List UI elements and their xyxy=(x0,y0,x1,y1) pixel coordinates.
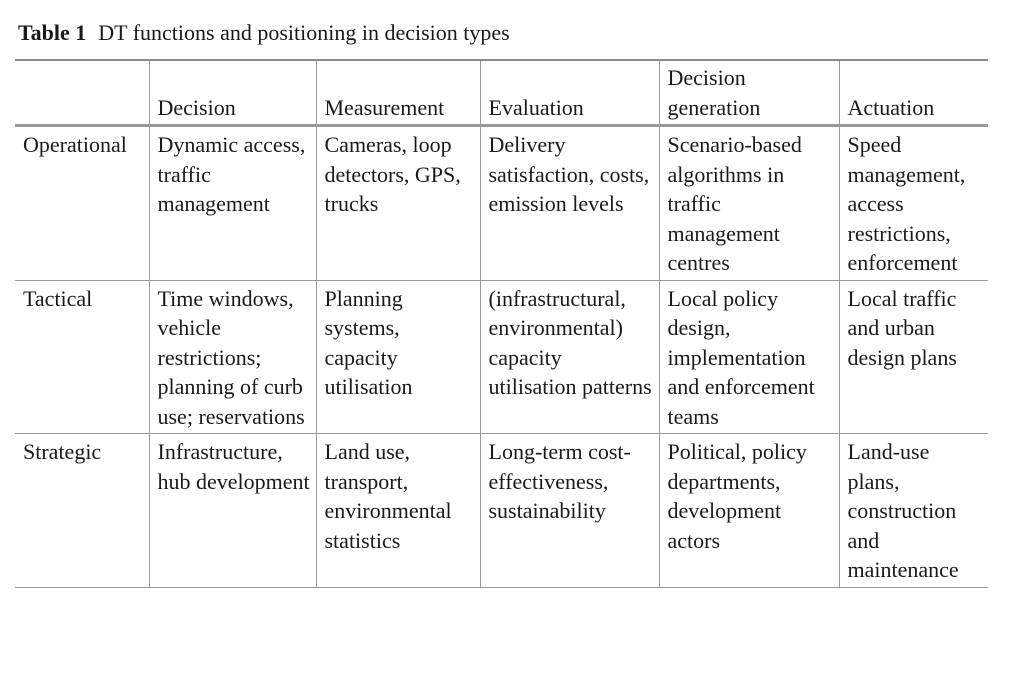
cell-operational-evaluation: Delivery satisfaction, costs, emission levels xyxy=(480,126,659,281)
table-caption xyxy=(18,18,510,48)
cell-operational-actuation: Speed management, access restrictions, enforcement xyxy=(839,126,988,281)
row-label-strategic: Strategic xyxy=(23,439,102,464)
cell-strategic-measurement: Land use, transport, environmental statistics xyxy=(316,434,480,588)
header-cell-measurement: Measurement xyxy=(316,60,480,126)
table-header-row xyxy=(15,60,988,126)
header-cell-corner xyxy=(15,60,149,126)
cell-tactical-evaluation: (infrastructural, environmental) capacity utilisation patterns xyxy=(480,280,659,434)
table-row-strategic xyxy=(15,434,988,588)
cell-strategic-decision: Infrastructure, hub development xyxy=(149,434,316,588)
cell-operational-decision: Dynamic access, traffic management xyxy=(149,126,316,281)
cell-strategic-evaluation: Long-term cost-effectiveness, sustainability xyxy=(480,434,659,588)
row-label-operational: Operational xyxy=(23,132,127,157)
cell-tactical-decision: Time windows, vehicle restrictions; planning of curb use; reservations xyxy=(149,280,316,434)
cell-tactical-decision-generation: Local policy design, implementation and enforcement teams xyxy=(659,280,839,434)
cell-operational-decision-generation: Scenario-based algorithms in traffic management centres xyxy=(659,126,839,281)
cell-strategic-decision-generation: Political, policy departments, development actors xyxy=(659,434,839,588)
table-row-tactical xyxy=(15,280,988,434)
cell-strategic-actuation: Land-use plans, construction and maintenance xyxy=(839,434,988,588)
table-caption-label: Table 1 xyxy=(18,20,87,45)
cell-tactical-actuation: Local traffic and urban design plans xyxy=(839,280,988,434)
table-caption-title: DT functions and positioning in decision types xyxy=(98,20,510,45)
cell-tactical-measurement: Planning systems, capacity utilisation xyxy=(316,280,480,434)
cell-operational-measurement: Cameras, loop detectors, GPS, trucks xyxy=(316,126,480,281)
header-cell-evaluation: Evaluation xyxy=(480,60,659,126)
dt-functions-table xyxy=(15,59,988,588)
table-row-operational xyxy=(15,126,988,281)
row-label-tactical: Tactical xyxy=(23,285,93,311)
header-cell-decision-generation: Decision generation xyxy=(659,60,839,126)
header-cell-actuation: Actuation xyxy=(839,60,988,126)
header-cell-decision: Decision xyxy=(149,60,316,126)
